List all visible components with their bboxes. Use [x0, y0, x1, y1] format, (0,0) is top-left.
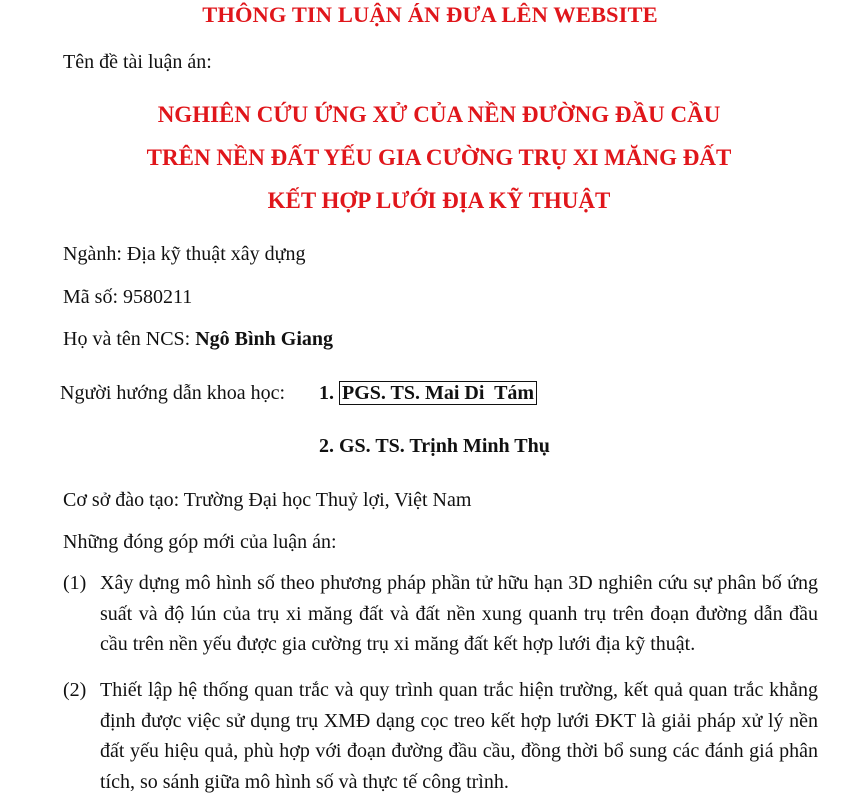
student-name: Ngô Bình Giang	[195, 328, 334, 350]
student-label: Họ và tên NCS:	[63, 328, 196, 350]
thesis-title-line-3: KẾT HỢP LƯỚI ĐỊA KỸ THUẬT	[267, 188, 611, 213]
code-line: Mã số: 9580211	[63, 286, 193, 308]
advisor-2-name: GS. TS. Trịnh Minh Thụ	[339, 435, 550, 457]
contributions-label: Những đóng góp mới của luận án:	[63, 531, 337, 553]
contribution-item-1	[63, 568, 818, 660]
contribution-1-text: Xây dựng mô hình số theo phương pháp phần tử hữu hạn 3D nghiên cứu sự phân bố ứng suất và độ lún của trụ xi măng đất và đất nền xung quanh trụ trên đoạn đường dẫn đầu cầu trên nền yếu được gia cường trụ xi măng đất kết hợp lưới địa kỹ thuật.	[100, 572, 818, 655]
advisor-1	[319, 380, 537, 406]
thesis-title-line-1: NGHIÊN CỨU ỨNG XỬ CỦA NỀN ĐƯỜNG ĐẦU CẦU	[157, 102, 721, 127]
thesis-title-line-2: TRÊN NỀN ĐẤT YẾU GIA CƯỜNG TRỤ XI MĂNG ĐẤT	[146, 145, 732, 170]
contribution-item-2	[63, 675, 818, 797]
advisor-1-name: PGS. TS. Mai Di Tám	[339, 381, 537, 405]
advisor-1-num: 1.	[319, 382, 334, 404]
contribution-2-number: (2)	[63, 679, 87, 701]
thesis-title-label: Tên đề tài luận án:	[63, 51, 212, 73]
contribution-2-text: Thiết lập hệ thống quan trắc và quy trình quan trắc hiện trường, kết quả quan trắc khẳng định được việc sử dụng trụ XMĐ dạng cọc treo kết hợp lưới ĐKT là giải pháp xử lý nền đất yếu hiệu quả, phù hợp với đoạn đường đầu cầu, đồng thời bổ sung các đánh giá phân tích, so sánh giữa mô hình số và thực tế công trình.	[100, 679, 818, 793]
advisor-2	[319, 433, 550, 459]
advisor-label: Người hướng dẫn khoa học:	[60, 382, 286, 404]
advisor-2-num: 2.	[319, 435, 334, 457]
page-heading: THÔNG TIN LUẬN ÁN ĐƯA LÊN WEBSITE	[202, 2, 658, 27]
student-line	[63, 326, 333, 352]
major-line: Ngành: Địa kỹ thuật xây dựng	[63, 243, 306, 265]
contribution-1-number: (1)	[63, 572, 87, 594]
institution-line: Cơ sở đào tạo: Trường Đại học Thuỷ lợi, Việt Nam	[63, 489, 472, 511]
